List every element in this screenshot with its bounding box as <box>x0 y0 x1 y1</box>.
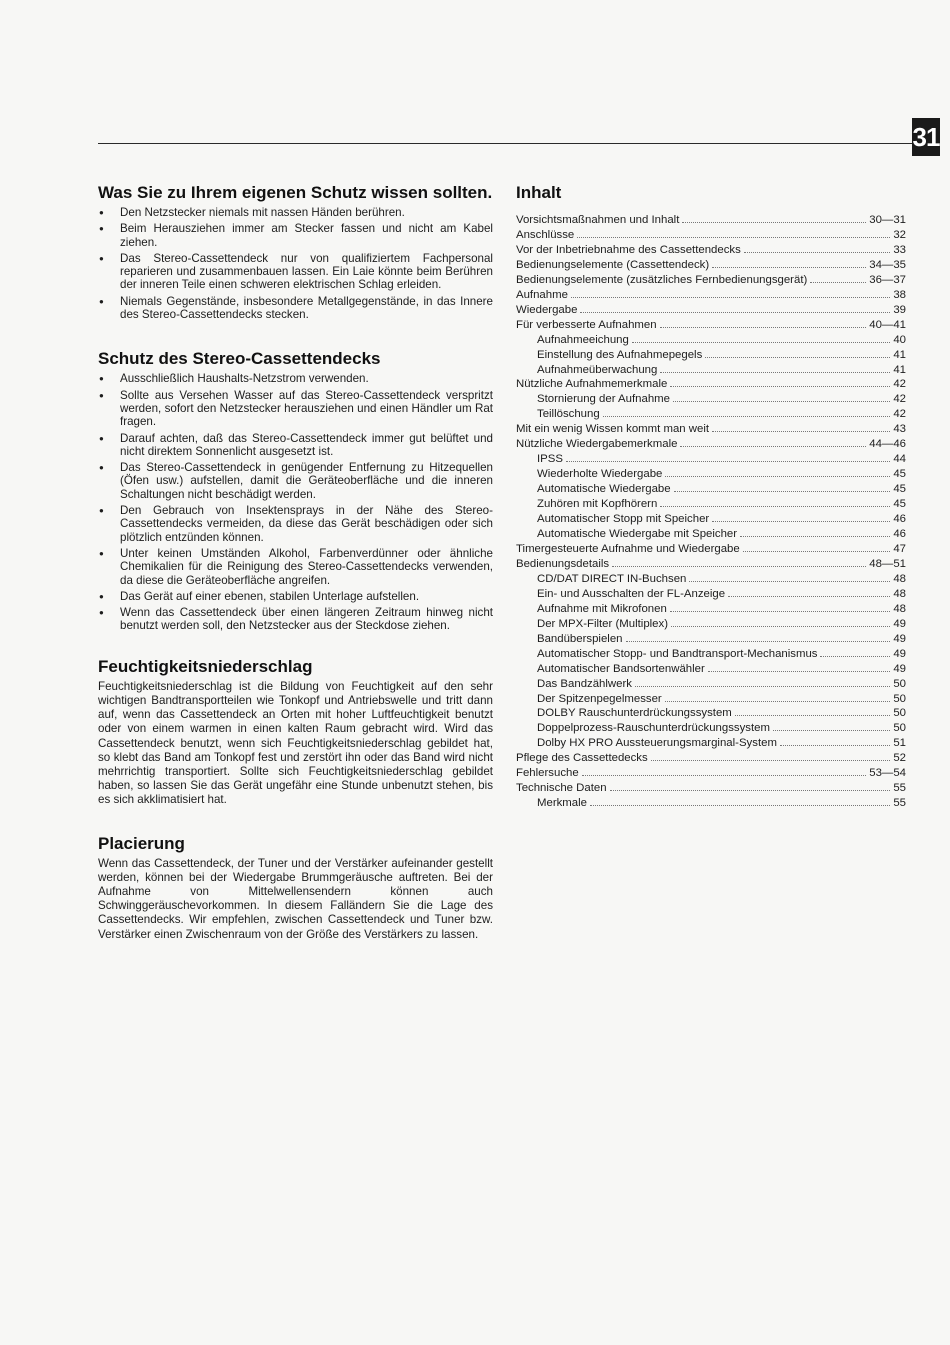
toc-entry-page: 52 <box>893 752 906 765</box>
toc-entry-title: Bedienungsdetails <box>516 557 610 570</box>
safety-heading: Was Sie zu Ihrem eigenen Schutz wissen sollten. <box>98 183 493 202</box>
toc-leader-dots <box>665 467 890 477</box>
toc-entry <box>516 228 906 243</box>
toc-entry-title: Automatische Wiedergabe mit Speicher <box>537 528 738 541</box>
toc-leader-dots <box>580 303 890 313</box>
toc-entry-page: 50 <box>893 722 906 735</box>
toc-entry-page: 44 <box>893 453 906 466</box>
toc-entry <box>516 392 906 407</box>
toc-entry <box>516 273 906 288</box>
toc-entry-page: 51 <box>893 737 906 750</box>
list-item: ● Das Stereo-Cassettendeck nur von qualifiziertem Fachpersonal reparieren und zusammenbauen lassen. Ein Laie könnte beim Berühren der inneren Teile einen schweren elektrischen Schlag erleiden. <box>98 252 493 292</box>
toc-entry-title: Automatischer Stopp mit Speicher <box>537 513 710 526</box>
protection-list <box>98 372 493 632</box>
placement-section <box>98 834 493 942</box>
toc-entry <box>516 662 906 677</box>
toc-leader-dots <box>610 781 891 791</box>
toc-entry-title: Einstellung des Aufnahmepegels <box>537 348 703 361</box>
toc-entry-page: 38 <box>893 288 906 301</box>
toc-leader-dots <box>566 452 890 462</box>
toc-leader-dots <box>810 273 866 283</box>
toc-entry <box>516 706 906 721</box>
toc-leader-dots <box>689 572 890 582</box>
toc-entry-title: Aufnahme mit Mikrofonen <box>537 602 667 615</box>
toc-entry <box>516 512 906 527</box>
toc-entry <box>516 542 906 557</box>
list-item: ● Sollte aus Versehen Wasser auf das Stereo-Cassettendeck verspritzt werden, sofort den Netzstecker herausziehen und einen Händler um Rat fragen. <box>98 389 493 429</box>
toc-entry-title: Stornierung der Aufnahme <box>537 393 670 406</box>
toc-entry <box>516 647 906 662</box>
list-item: ● Darauf achten, daß das Stereo-Cassettendeck immer gut belüftet und nicht direktem Sonnenlicht ausgesetzt ist. <box>98 432 493 459</box>
toc-leader-dots <box>665 692 891 702</box>
toc-entry <box>516 587 906 602</box>
toc-entry-title: Automatischer Bandsortenwähler <box>537 662 705 675</box>
toc-leader-dots <box>740 527 890 537</box>
toc-entry-page: 39 <box>893 303 906 316</box>
toc-leader-dots <box>660 363 890 373</box>
toc-entry-page: 47 <box>893 542 906 555</box>
toc-leader-dots <box>673 392 890 402</box>
toc-entry-title: Der Spitzenpegelmesser <box>537 692 662 705</box>
toc-entry-title: Mit ein wenig Wissen kommt man weit <box>516 423 710 436</box>
toc-leader-dots <box>674 482 891 492</box>
toc-leader-dots <box>682 213 866 223</box>
toc-list <box>516 213 906 811</box>
toc-entry-page: 45 <box>893 483 906 496</box>
toc-entry-title: Aufnahmeeichung <box>537 333 629 346</box>
toc-entry <box>516 751 906 766</box>
protection-section <box>98 349 493 632</box>
left-column <box>98 183 493 966</box>
toc-leader-dots <box>712 512 890 522</box>
toc-entry-title: Aufnahme <box>516 288 568 301</box>
toc-entry <box>516 781 906 796</box>
toc-entry <box>516 363 906 378</box>
toc-entry-title: Bandüberspielen <box>537 632 623 645</box>
toc-entry-page: 33 <box>893 243 906 256</box>
toc-entry-title: Ein- und Ausschalten der FL-Anzeige <box>537 587 726 600</box>
toc-leader-dots <box>603 407 891 417</box>
toc-entry <box>516 617 906 632</box>
toc-entry-page: 34—35 <box>869 258 906 271</box>
safety-section <box>98 183 493 321</box>
toc-entry-page: 40—41 <box>869 318 906 331</box>
toc-entry <box>516 348 906 363</box>
toc-entry-page: 48 <box>893 572 906 585</box>
toc-entry-page: 40 <box>893 333 906 346</box>
placement-heading: Placierung <box>98 833 185 853</box>
toc-entry-page: 50 <box>893 677 906 690</box>
safety-list <box>98 206 493 321</box>
toc-entry-page: 42 <box>893 393 906 406</box>
toc-entry-title: Wiedergabe <box>516 303 578 316</box>
toc-entry-title: Zuhören mit Kopfhörern <box>537 498 658 511</box>
header-rule <box>98 143 912 144</box>
toc-leader-dots <box>743 542 891 552</box>
condensation-section <box>98 657 493 808</box>
toc-entry-page: 41 <box>893 363 906 376</box>
toc-leader-dots <box>660 318 867 328</box>
toc-entry-title: Der MPX-Filter (Multiplex) <box>537 617 669 630</box>
toc-leader-dots <box>577 228 890 238</box>
toc-entry-title: Dolby HX PRO Aussteuerungsmarginal-System <box>537 737 777 750</box>
toc-entry-page: 49 <box>893 632 906 645</box>
toc-entry <box>516 632 906 647</box>
toc-leader-dots <box>671 617 890 627</box>
toc-leader-dots <box>626 632 891 642</box>
toc-leader-dots <box>780 736 890 746</box>
toc-entry-title: Doppelprozess-Rauschunterdrückungssystem <box>537 722 770 735</box>
toc-entry <box>516 736 906 751</box>
toc-entry <box>516 318 906 333</box>
toc-leader-dots <box>670 377 890 387</box>
toc-entry-page: 36—37 <box>869 273 906 286</box>
toc-entry-title: DOLBY Rauschunterdrückungssystem <box>537 707 732 720</box>
list-item: ● Wenn das Cassettendeck über einen längeren Zeitraum hinweg nicht benutzt werden soll, den Netzstecker aus der Steckdose ziehen. <box>98 606 493 633</box>
toc-entry-title: Nützliche Aufnahmemerkmale <box>516 378 668 391</box>
toc-leader-dots <box>820 647 890 657</box>
list-item: ● Beim Herausziehen immer am Stecker fassen und nicht am Kabel ziehen. <box>98 222 493 249</box>
toc-leader-dots <box>712 422 890 432</box>
toc-leader-dots <box>728 587 890 597</box>
toc-entry <box>516 482 906 497</box>
toc-entry <box>516 766 906 781</box>
toc-entry-title: Pflege des Cassettedecks <box>516 752 648 765</box>
condensation-text: Feuchtigkeitsniederschlag ist die Bildung von Feuchtigkeit auf den sehr wichtigen Bandtransportteilen wie Tonkopf und Antriebswelle und tritt dann auf, wenn das Cassettendeck an Orten mit hoher Luftfeuchtigkeit benutzt oder von einem warmen in einen kalten Raum gebracht wird. Wird das Cassettendeck benutzt, wenn sich Feuchtigkeitsniederschlag gebildet hat, so klebt das Band am Tonkopf fest und zerstört ihn oder das Band wird nicht mehrrichtig transportiert. Sollte sich Feuchtigkeitsniederschlag gebildet haben, so lassen Sie das Gerät ungefähr eine Stunde unbenutzt stehen, bis es sich akklimatisiert hat. <box>98 679 493 807</box>
list-item: ● Unter keinen Umständen Alkohol, Farbenverdünner oder ähnliche Chemikalien für die Reinigung des Stereo-Cassettendecks verwenden, da diese die Geräteoberfläche angreifen. <box>98 547 493 587</box>
toc-entry-page: 48 <box>893 587 906 600</box>
toc-entry <box>516 243 906 258</box>
toc-column <box>516 183 906 811</box>
toc-entry <box>516 437 906 452</box>
toc-entry-title: IPSS <box>537 453 563 466</box>
toc-entry-page: 41 <box>893 348 906 361</box>
toc-leader-dots <box>735 706 891 716</box>
toc-entry <box>516 288 906 303</box>
toc-leader-dots <box>651 751 891 761</box>
toc-entry <box>516 796 906 811</box>
toc-leader-dots <box>632 333 891 343</box>
toc-entry <box>516 422 906 437</box>
toc-entry-title: Anschlüsse <box>516 228 575 241</box>
toc-entry-title: CD/DAT DIRECT IN-Buchsen <box>537 572 687 585</box>
toc-entry-title: Teillöschung <box>537 408 600 421</box>
toc-entry <box>516 497 906 512</box>
toc-entry-title: Vor der Inbetriebnahme des Cassettendecks <box>516 243 741 256</box>
toc-entry-title: Bedienungselemente (Cassettendeck) <box>516 258 710 271</box>
toc-entry-title: Nützliche Wiedergabemerkmale <box>516 438 678 451</box>
placement-text: Wenn das Cassettendeck, der Tuner und der Verstärker aufeinander gestellt werden, können bei der Wiedergabe Brummgeräusche auftreten. Bei der Aufnahme von Mittelwellensendern können auch Schwinggeräuschevorkommen. In diesem Falländern Sie die Lage des Cassettendecks. Wir empfehlen, zwischen Cassettendeck und Tuner bzw. Verstärker einen Zwischenraum von der Größe des Verstärkers zu lassen. <box>98 856 493 941</box>
toc-entry <box>516 721 906 736</box>
list-item: ● Ausschließlich Haushalts-Netzstrom verwenden. <box>98 372 493 385</box>
toc-entry-page: 50 <box>893 707 906 720</box>
toc-entry-title: Technische Daten <box>516 782 607 795</box>
list-item: ● Den Gebrauch von Insektensprays in der Nähe des Stereo-Cassettendecks vermeiden, da diese das Gerät beschädigen oder sich plötzlich entzünden können. <box>98 504 493 544</box>
toc-entry <box>516 407 906 422</box>
toc-entry-page: 45 <box>893 468 906 481</box>
toc-leader-dots <box>571 288 890 298</box>
toc-entry-title: Fehlersuche <box>516 767 579 780</box>
toc-entry <box>516 527 906 542</box>
toc-entry-title: Automatische Wiedergabe <box>537 483 671 496</box>
toc-entry-title: Aufnahmeüberwachung <box>537 363 658 376</box>
toc-entry-page: 30—31 <box>869 214 906 226</box>
page-number-tab: 31 <box>912 118 940 156</box>
toc-leader-dots <box>660 497 890 507</box>
toc-entry-title: Vorsichtsmaßnahmen und Inhalt <box>516 214 680 226</box>
toc-entry-page: 48—51 <box>869 557 906 570</box>
toc-leader-dots <box>635 677 890 687</box>
toc-entry-page: 42 <box>893 378 906 391</box>
toc-entry-page: 50 <box>893 692 906 705</box>
toc-leader-dots <box>773 721 890 731</box>
toc-entry-title: Für verbesserte Aufnahmen <box>516 318 657 331</box>
toc-entry <box>516 602 906 617</box>
toc-entry-page: 43 <box>893 423 906 436</box>
toc-entry-page: 44—46 <box>869 438 906 451</box>
condensation-heading: Feuchtigkeitsniederschlag <box>98 656 313 676</box>
toc-entry-page: 55 <box>893 782 906 795</box>
toc-entry-title: Wiederholte Wiedergabe <box>537 468 663 481</box>
toc-entry-page: 46 <box>893 513 906 526</box>
toc-entry <box>516 213 906 228</box>
toc-entry <box>516 572 906 587</box>
toc-leader-dots <box>680 437 866 447</box>
toc-entry <box>516 377 906 392</box>
toc-leader-dots <box>582 766 867 776</box>
toc-entry-page: 48 <box>893 602 906 615</box>
list-item: ● Den Netzstecker niemals mit nassen Händen berühren. <box>98 206 493 219</box>
toc-leader-dots <box>744 243 891 253</box>
list-item: ● Das Stereo-Cassettendeck in genügender Entfernung zu Hitzequellen (Öfen usw.) aufstellen, damit die Geräteoberfläche und die inneren Schaltungen nicht beschädigt werden. <box>98 461 493 501</box>
toc-entry-page: 49 <box>893 617 906 630</box>
toc-leader-dots <box>590 796 890 806</box>
toc-entry <box>516 467 906 482</box>
toc-entry-page: 55 <box>893 797 906 810</box>
toc-entry-page: 49 <box>893 662 906 675</box>
toc-entry <box>516 692 906 707</box>
toc-leader-dots <box>670 602 891 612</box>
toc-entry-page: 45 <box>893 498 906 511</box>
toc-leader-dots <box>705 348 890 358</box>
toc-entry-title: Merkmale <box>537 797 588 810</box>
protection-heading: Schutz des Stereo-Cassettendecks <box>98 349 381 369</box>
toc-entry <box>516 258 906 273</box>
toc-entry-title: Automatischer Stopp- und Bandtransport-Mechanismus <box>537 647 818 660</box>
toc-entry <box>516 333 906 348</box>
toc-entry <box>516 677 906 692</box>
toc-entry-title: Bedienungselemente (zusätzliches Fernbedienungsgerät) <box>516 273 808 286</box>
toc-leader-dots <box>612 557 866 567</box>
toc-entry-page: 32 <box>893 228 906 241</box>
toc-entry-title: Das Bandzählwerk <box>537 677 632 690</box>
toc-entry-page: 46 <box>893 528 906 541</box>
list-item: ● Niemals Gegenstände, insbesondere Metallgegenstände, in das Innere des Stereo-Cassettendecks stecken. <box>98 295 493 322</box>
toc-entry <box>516 452 906 467</box>
toc-entry-page: 53—54 <box>869 767 906 780</box>
toc-entry-page: 49 <box>893 647 906 660</box>
toc-heading: Inhalt <box>516 183 562 202</box>
toc-entry-title: Timergesteuerte Aufnahme und Wiedergabe <box>516 542 740 555</box>
toc-leader-dots <box>712 258 866 268</box>
toc-entry <box>516 557 906 572</box>
toc-entry-page: 42 <box>893 408 906 421</box>
list-item: ● Das Gerät auf einer ebenen, stabilen Unterlage aufstellen. <box>98 590 493 603</box>
toc-entry <box>516 303 906 318</box>
toc-leader-dots <box>708 662 891 672</box>
